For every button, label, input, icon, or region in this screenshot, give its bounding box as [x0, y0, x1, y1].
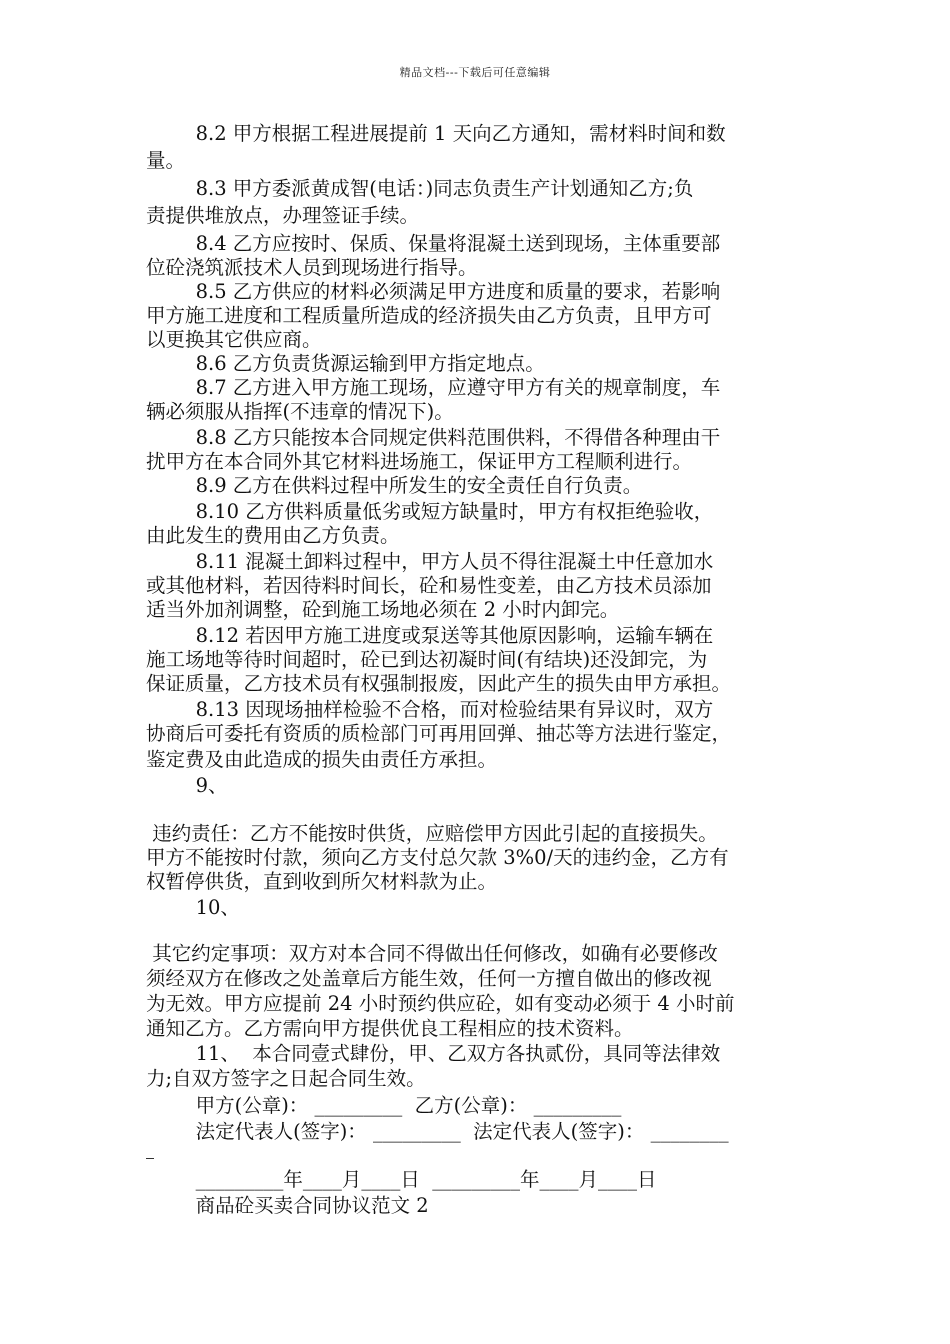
clause-line: 通知乙方。乙方需向甲方提供优良工程相应的技术资料。	[146, 1017, 634, 1040]
clause-line: 8.5 乙方供应的材料必须满足甲方进度和质量的要求，若影响	[146, 280, 721, 303]
clause-line: 辆必须服从指挥(不违章的情况下)。	[146, 400, 454, 423]
clause-line: 违约责任：乙方不能按时供货，应赔偿甲方因此引起的直接损失。	[146, 822, 718, 845]
clause-line: 以更换其它供应商。	[146, 328, 322, 351]
clause-line: 或其他材料，若因待料时间长，砼和易性变差，由乙方技术员添加	[146, 574, 712, 597]
clause-line: 8.11 混凝土卸料过程中，甲方人员不得往混凝土中任意加水	[146, 550, 714, 573]
clause-line: 适当外加剂调整，砼到施工场地必须在 2 小时内卸完。	[146, 598, 620, 621]
signature-line: 甲方(公章)： _________ 乙方(公章)： _________	[146, 1094, 622, 1117]
clause-line: 鉴定费及由此造成的损失由责任方承担。	[146, 748, 498, 771]
clause-line: 力;自双方签字之日起合同生效。	[146, 1067, 426, 1090]
clause-line: 甲方施工进度和工程质量所造成的经济损失由乙方负责，且甲方可	[146, 304, 712, 327]
page-header: 精品文档---下载后可任意编辑	[399, 66, 551, 79]
clause-line: 8.6 乙方负责货源运输到甲方指定地点。	[146, 352, 545, 375]
clause-line: 甲方不能按时付款，须向乙方支付总欠款 3%0/天的违约金，乙方有	[146, 846, 729, 869]
clause-line: 为无效。甲方应提前 24 小时预约供应砼，如有变动必须于 4 小时前	[146, 992, 735, 1015]
clause-line: 8.7 乙方进入甲方施工现场，应遵守甲方有关的规章制度，车	[146, 376, 721, 399]
clause-line: 施工场地等待时间超时，砼已到达初凝时间(有结块)还没卸完，为	[146, 648, 708, 671]
underline-mark	[146, 1158, 154, 1159]
clause-line: 协商后可委托有资质的质检部门可再用回弹、抽芯等方法进行鉴定，	[146, 722, 732, 745]
clause-line: 责提供堆放点，办理签证手续。	[146, 204, 420, 227]
clause-line: 须经双方在修改之处盖章后方能生效，任何一方擅自做出的修改视	[146, 967, 712, 990]
section-number: 10、	[146, 896, 240, 919]
clause-line: 8.13 因现场抽样检验不合格，而对检验结果有异议时，双方	[146, 698, 714, 721]
date-line: _________年____月____日 _________年____月____日	[146, 1168, 657, 1191]
clause-line: 8.2 甲方根据工程进展提前 1 天向乙方通知，需材料时间和数	[146, 122, 726, 145]
clause-line: 权暂停供货，直到收到所欠材料款为止。	[146, 870, 498, 893]
clause-line: 8.4 乙方应按时、保质、保量将混凝土送到现场，主体重要部	[146, 232, 721, 255]
next-title: 商品砼买卖合同协议范文 2	[146, 1194, 429, 1217]
signature-line: 法定代表人(签字)： _________ 法定代表人(签字)： ________	[146, 1120, 729, 1143]
clause-line: 11、 本合同壹式肆份，甲、乙双方各执贰份，具同等法律效	[146, 1042, 721, 1065]
clause-line: 保证质量，乙方技术员有权强制报废，因此产生的损失由甲方承担。	[146, 672, 732, 695]
clause-line: 8.9 乙方在供料过程中所发生的安全责任自行负责。	[146, 474, 643, 497]
clause-line: 8.10 乙方供料质量低劣或短方缺量时，甲方有权拒绝验收，	[146, 500, 714, 523]
section-number: 9、	[146, 774, 228, 797]
clause-line: 8.3 甲方委派黄成智(电话：)同志负责生产计划通知乙方;负	[146, 177, 694, 200]
clause-line: 由此发生的费用由乙方负责。	[146, 524, 400, 547]
clause-line: 位砼浇筑派技术人员到现场进行指导。	[146, 256, 478, 279]
clause-line: 其它约定事项：双方对本合同不得做出任何修改，如确有必要修改	[146, 942, 718, 965]
clause-line: 量。	[146, 149, 186, 172]
clause-line: 8.8 乙方只能按本合同规定供料范围供料，不得借各种理由干	[146, 426, 721, 449]
clause-line: 扰甲方在本合同外其它材料进场施工，保证甲方工程顺利进行。	[146, 450, 693, 473]
clause-line: 8.12 若因甲方施工进度或泵送等其他原因影响，运输车辆在	[146, 624, 714, 647]
